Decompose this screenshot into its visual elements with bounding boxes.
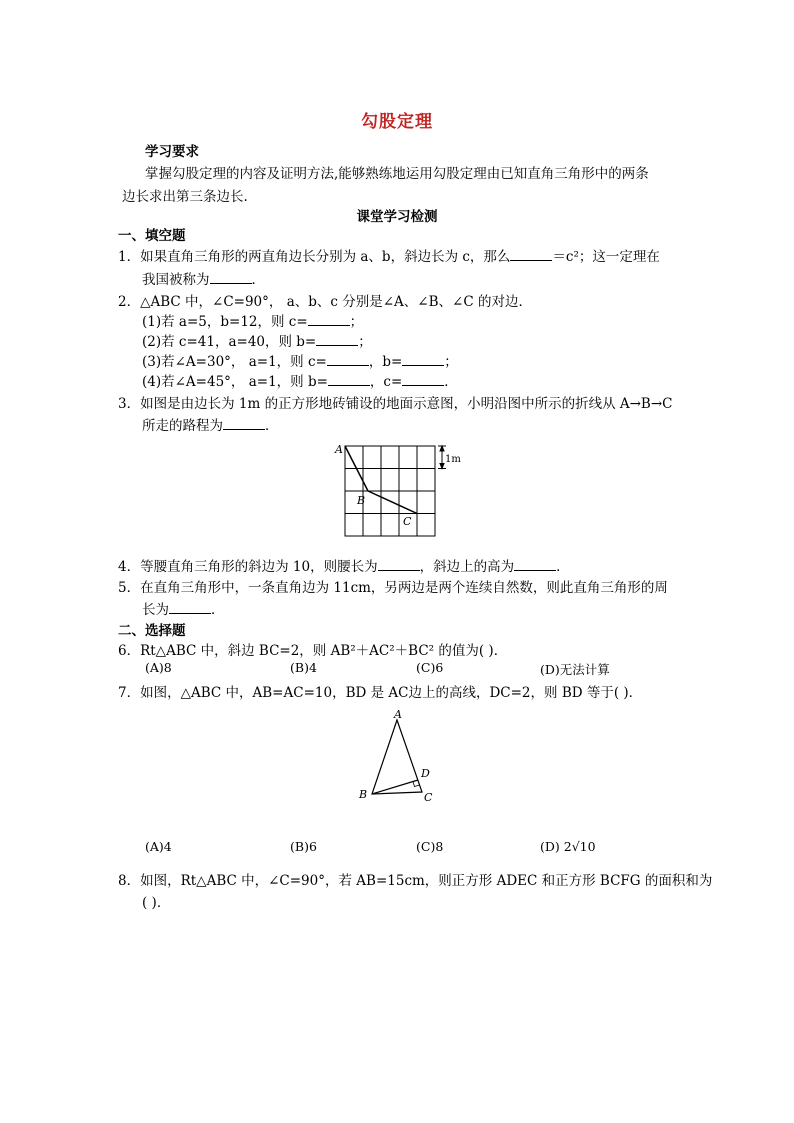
sub-4-end: ． xyxy=(444,374,458,390)
question-4-text-2: ，斜边上的高为 xyxy=(419,559,515,575)
sub-4-text: (4)若∠A=45°， a=1，则 b= xyxy=(142,374,328,390)
q7-option-c[interactable]: (C)8 xyxy=(416,839,444,854)
requirement-line-2: 边长求出第三条边长. xyxy=(122,189,248,205)
q6-option-b[interactable]: (B)4 xyxy=(290,660,317,675)
answer-blank[interactable] xyxy=(327,353,369,366)
answer-blank[interactable] xyxy=(316,333,358,346)
answer-blank[interactable] xyxy=(378,558,420,571)
question-1 xyxy=(118,245,660,265)
answer-blank[interactable] xyxy=(210,271,252,284)
q7-option-b[interactable]: (B)6 xyxy=(290,839,317,854)
question-6 xyxy=(118,639,507,659)
question-3-text-2: 所走的路程为 xyxy=(142,418,223,434)
triangle-figure xyxy=(350,708,440,804)
path-b-to-c xyxy=(368,491,417,514)
sub-3-text-2: ，b= xyxy=(368,354,403,370)
sub-2-end: ； xyxy=(358,334,372,350)
q7-option-a[interactable]: (A)4 xyxy=(145,839,172,854)
question-4-end: ． xyxy=(556,559,570,575)
answer-blank[interactable] xyxy=(402,353,444,366)
question-8-text: 如图，Rt△ABC 中，∠C=90°，若 AB=15cm，则正方形 ADEC 和正方形 BCFG 的面积和为 xyxy=(140,873,713,889)
sub-3-text: (3)若∠A=30°， a=1，则 c= xyxy=(142,354,327,370)
question-5-text: 在直角三角形中，一条直角边为 11cm，另两边是两个连续自然数，则此直角三角形的周 xyxy=(140,580,668,596)
question-5-line-2 xyxy=(142,598,225,618)
question-2-sub-3 xyxy=(142,350,458,370)
question-5 xyxy=(118,576,668,596)
answer-blank[interactable] xyxy=(169,601,211,614)
sub-1-end: ； xyxy=(349,314,364,330)
question-4-text: 等腰直角三角形的斜边为 10，则腰长为 xyxy=(140,559,378,575)
q6-option-d[interactable]: (D)无法计算 xyxy=(540,662,610,677)
question-2-number: 2． xyxy=(118,294,141,310)
sub-4-text-2: ，c= xyxy=(369,374,403,390)
tile-grid-figure xyxy=(330,438,465,541)
grid-unit-label: 1m xyxy=(445,454,461,465)
question-3-line-2 xyxy=(142,414,279,434)
section-title: 课堂学习检测 xyxy=(356,209,438,225)
answer-blank[interactable] xyxy=(402,373,444,386)
sub-1-text: (1)若 a=5，b=12，则 c= xyxy=(142,314,308,330)
q7-option-d[interactable]: (D) 2√10 xyxy=(540,839,596,854)
question-3 xyxy=(118,392,672,412)
question-6-stem: Rt△ABC 中，斜边 BC=2，则 AB²＋AC²＋BC² 的值为( )． xyxy=(140,643,508,659)
triangle-label-a: A xyxy=(394,708,402,721)
requirement-line-1: 掌握勾股定理的内容及证明方法,能够熟练地运用勾股定理由已知直角三角形中的两条 xyxy=(145,166,649,182)
grid-label-c: C xyxy=(403,515,412,528)
question-7-stem: 如图，△ABC 中，AB=AC=10，BD 是 AC边上的高线，DC=2，则 BD 等于( )． xyxy=(140,685,643,701)
question-2-stem: △ABC 中，∠C=90°， a、b、c 分别是∠A、∠B、∠C 的对边． xyxy=(140,294,532,310)
triangle-label-b: B xyxy=(359,788,368,801)
page-title: 勾股定理 xyxy=(361,112,433,132)
question-4-number: 4． xyxy=(118,559,141,575)
question-2-sub-2 xyxy=(142,330,372,350)
part1-heading: 一、填空题 xyxy=(118,228,186,244)
question-2-sub-1 xyxy=(142,310,363,330)
question-1-text-3: 我国被称为 xyxy=(142,272,210,288)
question-1-number: 1． xyxy=(118,249,141,265)
q6-option-c[interactable]: (C)6 xyxy=(416,660,444,675)
requirement-heading: 学习要求 xyxy=(145,144,199,160)
question-5-end: ． xyxy=(211,602,225,618)
question-1-text-2: ＝c²；这一定理在 xyxy=(552,249,660,265)
answer-blank[interactable] xyxy=(308,313,350,326)
question-1-text: 如果直角三角形的两直角边长分别为 a、b，斜边长为 c，那么 xyxy=(140,249,511,265)
grid-label-b: B xyxy=(357,494,366,507)
triangle-abc xyxy=(372,720,422,794)
grid-label-a: A xyxy=(335,443,343,456)
part2-heading: 二、选择题 xyxy=(118,623,186,639)
question-8-line-2: ( )． xyxy=(142,895,171,911)
grid-lines xyxy=(345,446,435,536)
question-2 xyxy=(118,290,532,310)
question-8-number: 8． xyxy=(118,873,141,889)
answer-blank[interactable] xyxy=(223,417,265,430)
question-2-sub-4 xyxy=(142,370,458,390)
question-3-end: ． xyxy=(265,418,279,434)
sub-2-text: (2)若 c=41，a=40，则 b= xyxy=(142,334,317,350)
sub-3-end: ； xyxy=(444,354,458,370)
answer-blank[interactable] xyxy=(328,373,370,386)
question-1-text-4: ． xyxy=(251,272,265,288)
answer-blank[interactable] xyxy=(510,248,552,261)
question-5-number: 5． xyxy=(118,580,141,596)
triangle-label-d: D xyxy=(421,767,430,780)
q6-option-a[interactable]: (A)8 xyxy=(145,660,172,675)
question-5-text-2: 长为 xyxy=(142,602,169,618)
triangle-label-c: C xyxy=(424,791,433,804)
question-3-text: 如图是由边长为 1m 的正方形地砖铺设的地面示意图，小明沿图中所示的折线从 A→B→C xyxy=(140,396,673,412)
question-4 xyxy=(118,555,570,575)
question-3-number: 3． xyxy=(118,396,141,412)
answer-blank[interactable] xyxy=(514,558,556,571)
question-6-number: 6． xyxy=(118,643,141,659)
question-1-line-2 xyxy=(142,268,265,288)
question-7 xyxy=(118,681,642,701)
question-7-number: 7． xyxy=(118,685,141,701)
question-8 xyxy=(118,869,712,889)
